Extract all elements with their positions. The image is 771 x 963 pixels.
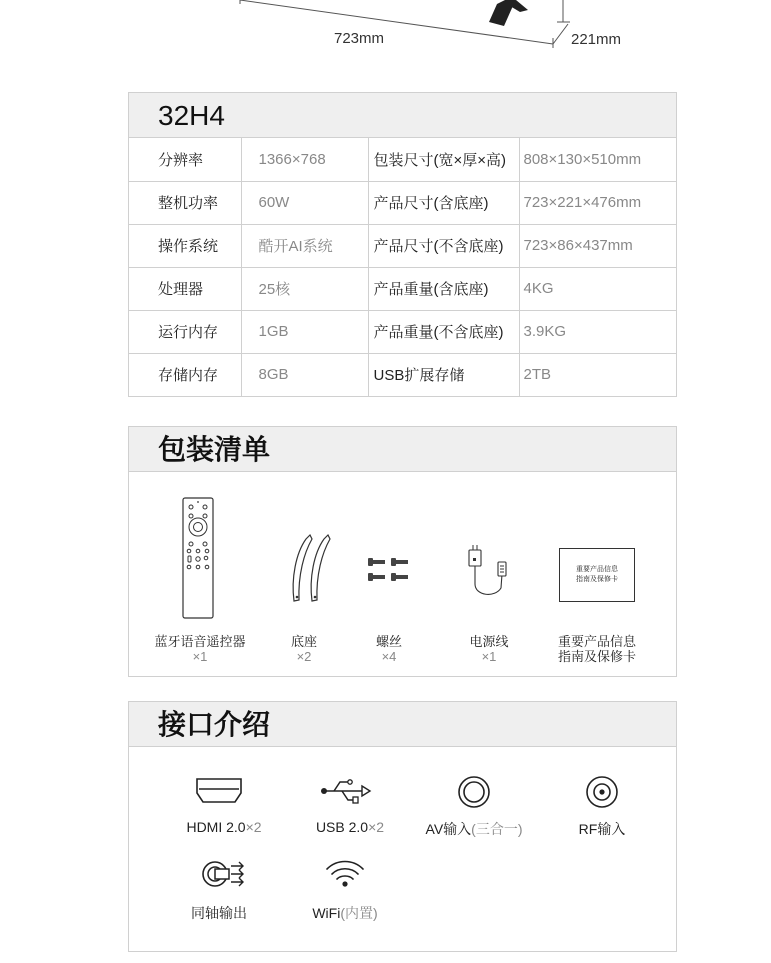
av-port-icon	[457, 775, 491, 809]
spec-value: 808×130×510mm	[519, 138, 676, 181]
spec-value: 1GB	[241, 310, 368, 353]
package-item-name: 电源线	[469, 634, 509, 649]
interface-card-header	[129, 702, 676, 747]
screws-icon	[367, 556, 411, 584]
spec-row	[129, 224, 676, 267]
spec-key: 运行内存	[129, 310, 241, 353]
spec-value: 4KG	[519, 267, 676, 310]
spec-key: USB扩展存储	[368, 353, 519, 396]
coaxial-port-icon	[202, 859, 246, 889]
interface-name: USB 2.0	[315, 819, 369, 835]
spec-key: 产品重量(不含底座)	[368, 310, 519, 353]
package-item	[459, 634, 519, 664]
usb-icon	[320, 779, 372, 805]
depth-dimension-label: 221mm	[571, 31, 622, 48]
spec-card	[128, 92, 677, 397]
spec-value: 8GB	[241, 353, 368, 396]
spec-key: 产品尺寸(不含底座)	[368, 224, 519, 267]
interface-card	[128, 701, 677, 952]
interface-items	[129, 747, 676, 951]
spec-key: 包装尺寸(宽×厚×高)	[368, 138, 519, 181]
interface-item-hdmi	[169, 819, 279, 835]
interface-name: WiFi	[312, 905, 341, 921]
package-item	[547, 634, 647, 664]
spec-row	[129, 267, 676, 310]
spec-key: 存储内存	[129, 353, 241, 396]
spec-key: 处理器	[129, 267, 241, 310]
spec-table	[129, 138, 676, 396]
stand-legs-icon	[288, 533, 338, 603]
spec-key: 产品重量(含底座)	[368, 267, 519, 310]
interface-item-coaxial	[179, 903, 259, 923]
interface-item-wifi	[295, 903, 395, 923]
package-item-qty: ×1	[481, 649, 497, 664]
spec-row	[129, 181, 676, 224]
model-title: 32H4	[158, 100, 225, 131]
spec-value: 723×221×476mm	[519, 181, 676, 224]
spec-key: 操作系统	[129, 224, 241, 267]
interface-name: RF输入	[578, 821, 626, 837]
interface-name: 同轴输出	[191, 905, 247, 921]
warranty-card-icon	[559, 548, 635, 602]
hdmi-port-icon	[195, 777, 243, 805]
card-text-1: 重要产品信息	[576, 566, 618, 573]
wifi-icon	[325, 857, 365, 889]
package-item-name-line2: 指南及保修卡	[557, 649, 636, 664]
spec-value: 25核	[241, 267, 368, 310]
spec-key: 产品尺寸(含底座)	[368, 181, 519, 224]
rf-port-icon	[585, 775, 619, 809]
spec-value: 酷开AI系统	[241, 224, 368, 267]
interface-item-usb	[295, 819, 405, 835]
spec-row	[129, 353, 676, 396]
spec-key: 整机功率	[129, 181, 241, 224]
package-item-name: 蓝牙语音遥控器	[154, 634, 246, 649]
interface-extra: (内置)	[340, 905, 378, 921]
package-card-header	[129, 427, 676, 472]
dimension-diagram	[0, 0, 771, 70]
package-item-name: 螺丝	[375, 634, 402, 649]
package-item	[145, 634, 255, 664]
remote-control-icon	[182, 497, 214, 619]
package-title: 包装清单	[158, 434, 271, 465]
spec-value: 1366×768	[241, 138, 368, 181]
interface-item-av	[414, 819, 534, 839]
interface-title: 接口介绍	[158, 709, 271, 740]
interface-extra: ×2	[368, 819, 385, 835]
spec-value: 60W	[241, 181, 368, 224]
package-item-name: 底座	[290, 634, 317, 649]
interface-item-rf	[562, 819, 642, 839]
width-dimension-label: 723mm	[334, 30, 385, 47]
spec-row	[129, 310, 676, 353]
spec-row	[129, 138, 676, 181]
package-item-name: 重要产品信息	[557, 634, 636, 649]
interface-name: AV输入	[425, 821, 472, 837]
power-cord-icon	[465, 544, 513, 602]
card-text-2: 指南及保修卡	[576, 576, 618, 583]
interface-extra: (三合一)	[471, 821, 523, 837]
spec-value: 723×86×437mm	[519, 224, 676, 267]
package-item-qty: ×1	[192, 649, 208, 664]
package-item-qty: ×2	[296, 649, 312, 664]
tv-stand-diagram	[0, 0, 771, 70]
package-item	[359, 634, 419, 664]
spec-value: 3.9KG	[519, 310, 676, 353]
interface-name: HDMI 2.0	[186, 819, 246, 835]
spec-card-header	[129, 93, 676, 138]
package-items	[129, 472, 676, 675]
interface-extra: ×2	[245, 819, 262, 835]
package-item	[274, 634, 334, 664]
spec-value: 2TB	[519, 353, 676, 396]
package-item-qty: ×4	[381, 649, 397, 664]
package-card	[128, 426, 677, 677]
spec-key: 分辨率	[158, 151, 204, 169]
